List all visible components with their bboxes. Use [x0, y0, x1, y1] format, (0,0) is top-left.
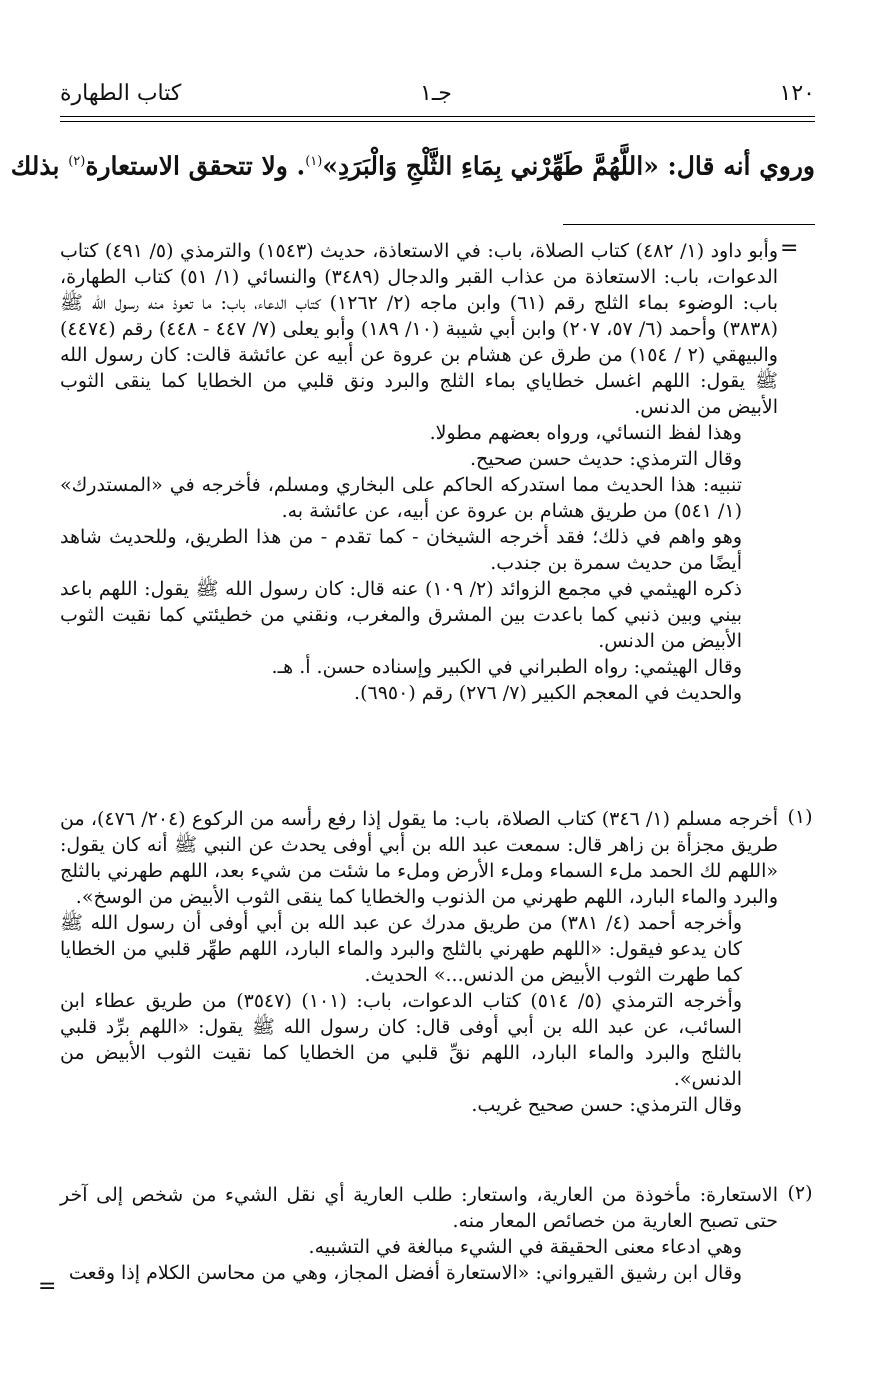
footnote-separator	[563, 224, 815, 225]
footnote-paragraph: والحديث في المعجم الكبير (٧/ ٢٧٦) رقم (٦٩٥٠).	[354, 682, 742, 704]
footnote-paragraph: الاستعارة: مأخوذة من العارية، واستعار: طلب العارية أي نقل الشيء من شخص إلى آخر حتى تصبح العارية من خصائص المعار منه.	[60, 1184, 778, 1232]
volume-label: جـ١	[420, 81, 452, 106]
footnote-paragraph: وقال الترمذي: حسن صحيح غريب.	[471, 1094, 742, 1116]
footnote-ref-1[interactable]: (١)	[305, 154, 323, 169]
footnote-paragraph: وهو واهم في ذلك؛ فقد أخرجه الشيخان - كما تقدم - من هذا الطريق، وللحديث شاهد أيضًا من حديث سمرة بن جندب.	[60, 526, 742, 574]
footnote-paragraph: وقال الهيثمي: رواه الطبراني في الكبير وإسناده حسن. أ. هـ.	[271, 656, 742, 678]
footnote-paragraph: وأخرجه الترمذي (٥/ ٥١٤) كتاب الدعوات، باب: (١٠١) (٣٥٤٧) من طريق عطاء ابن السائب، عن عبد الله بن أبي أوفى قال: كان رسول الله ﷺ يقول: «اللهم برِّد قلبي بالثلج والبرد والماء البارد، اللهم نقِّ قلبي من الخطايا كما نقيت الثوب الأبيض من الدنس».	[60, 990, 742, 1090]
footnote-paragraph: ذكره الهيثمي في مجمع الزوائد (٢/ ١٠٩) عنه قال: كان رسول الله ﷺ يقول: اللهم باعد بيني وبين ذنبي كما باعدت بين المشرق والمغرب، ونقني من خطيئتي كما نقيت الثوب الأبيض من الدنس.	[60, 578, 742, 652]
footnote-paragraph: أخرجه مسلم (١/ ٣٤٦) كتاب الصلاة، باب: ما يقول إذا رفع رأسه من الركوع (٢٠٤/ ٤٧٦)، من طريق مجزأة بن زاهر قال: سمعت عبد الله بن أبي أوفى يحدث عن النبي ﷺ أنه كان يقول: «اللهم لك الحمد ملء السماء وملء الأرض وملء ما شئت من شيء بعد، اللهم طهرني بالثلج والبرد والماء البارد، اللهم طهرني من الذنوب والخطايا كما ينقى الثوب الأبيض من الوسخ».	[60, 808, 778, 908]
main-text-before: وروي أنه قال:	[658, 151, 815, 181]
header-rule-bottom	[60, 121, 815, 122]
footnote-paragraph: وقال ابن رشيق القيرواني: «الاستعارة أفضل المجاز، وهي من محاسن الكلام إذا وقعت	[68, 1262, 742, 1284]
footnote-number-1: (١)	[787, 806, 813, 828]
continuation-mark-start: =	[780, 236, 799, 261]
main-text-line	[10, 140, 815, 188]
footnote-paragraph: وأخرجه أحمد (٤/ ٣٨١) من طريق مدرك عن عبد الله بن أبي أوفى أن رسول الله ﷺ كان يدعو فيقول: «اللهم طهرني بالثلج والبرد والماء البارد، اللهم طهِّر قلبي من الخطايا كما طهرت الثوب الأبيض من الدنس...» الحديث.	[60, 912, 743, 986]
footnote-paragraph: تنبيه: هذا الحديث مما استدركه الحاكم على البخاري ومسلم، فأخرجه في «المستدرك» (١/ ٥٤١) من طريق هشام بن عروة عن أبيه، عن عائشة به.	[60, 474, 742, 522]
main-text-after: بذلك	[10, 151, 69, 181]
footnote-paragraph: وقال الترمذي: حديث حسن صحيح.	[470, 448, 742, 470]
footnote-paragraph: وأبو داود (١/ ٤٨٢) كتاب الصلاة، باب: في الاستعاذة، حديث (١٥٤٣) والترمذي (٥/ ٤٩١) كتاب الدعوات، باب: الاستعاذة من عذاب القبر والدجال (٣٤٨٩) والنسائي (١/ ٥١) كتاب الطهارة، باب: الوضوء بماء الثلج رقم (٦١) وابن ماجه (٢/ ١٢٦٢) كتاب الدعاء، باب: ما تعوذ منه رسول الله ﷺ (٣٨٣٨) وأحمد (٦/ ٥٧، ٢٠٧) وابن أبي شيبة (١٠/ ١٨٩) وأبو يعلى (٧/ ٤٤٧ - ٤٤٨) رقم (٤٤٧٤) والبيهقي (٢ / ١٥٤) من طرق عن هشام بن عروة عن أبيه عن عائشة قالت: كان رسول الله ﷺ يقول: اللهم اغسل خطاياي بماء الثلج والبرد ونق قلبي من الخطايا كما ينقى الثوب الأبيض من الدنس.	[60, 240, 779, 418]
footnote-continuation	[60, 238, 778, 706]
continuation-mark-end: =	[38, 1274, 57, 1299]
footnote-2	[60, 1182, 778, 1286]
hadith-quote: «اللَّهُمَّ طَهِّرْني بِمَاءِ الثَّلْجِ وَالْبَرَدِ»	[322, 151, 659, 181]
main-text-middle: . ولا تتحقق الاستعارة	[85, 151, 306, 181]
running-title: كتاب الطهارة	[60, 81, 182, 106]
footnote-number-2: (٢)	[787, 1182, 813, 1204]
footnote-ref-2[interactable]: (٢)	[68, 154, 86, 169]
header-rule-top	[60, 116, 815, 117]
footnote-1	[60, 806, 778, 1118]
footnote-paragraph: وهي ادعاء معنى الحقيقة في الشيء مبالغة في التشبيه.	[308, 1236, 742, 1258]
page-number: ١٢٠	[779, 81, 815, 106]
footnote-paragraph: وهذا لفظ النسائي، ورواه بعضهم مطولا.	[429, 422, 742, 444]
